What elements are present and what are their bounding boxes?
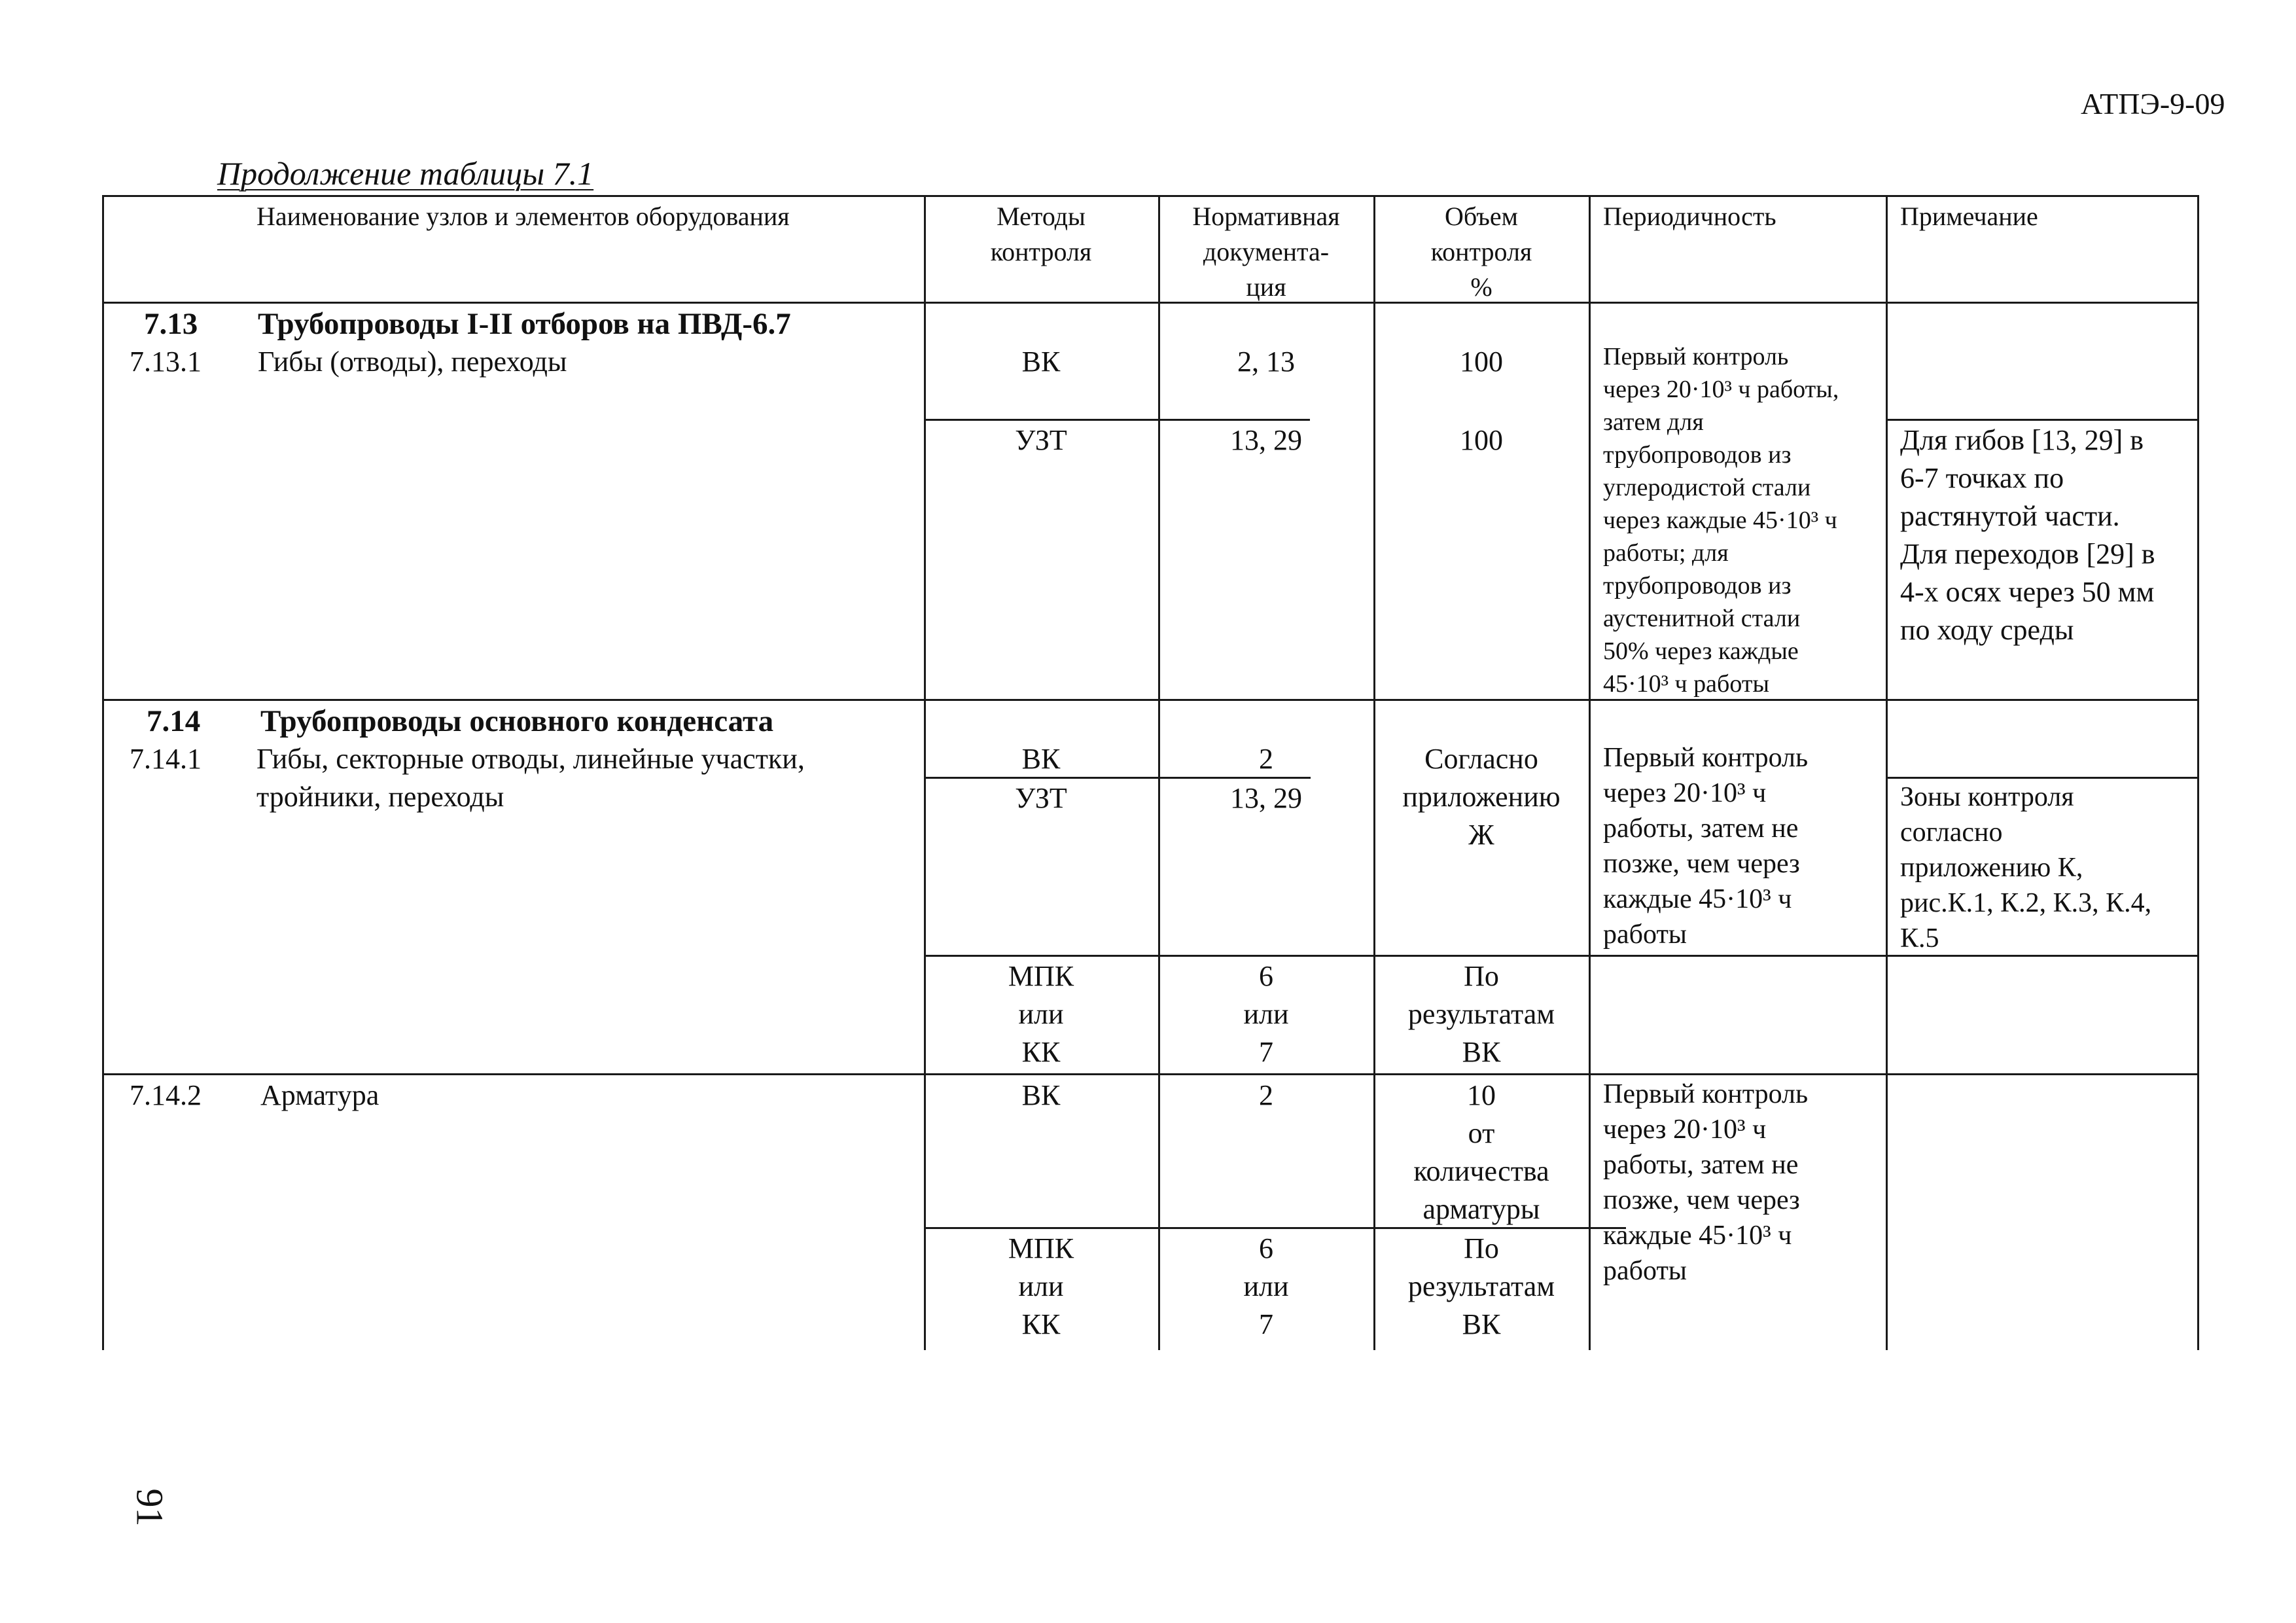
norm-doc-ref: 13, 29 [1230, 424, 1302, 456]
norm-doc-ref: 2 [1259, 743, 1273, 775]
inspection-table [102, 195, 2199, 1350]
periodicity-text: Первый контроль через 20·10³ ч работы, затем не позже, чем через каждые 45·10³ ч работы [1603, 743, 1809, 950]
item-name: Арматура [260, 1079, 380, 1111]
periodicity-text: Первый контроль через 20·10³ ч работы, затем не позже, чем через каждые 45·10³ ч работы [1603, 1079, 1809, 1286]
control-method: ВК [1021, 1079, 1061, 1111]
control-method: МПК или КК [1008, 1232, 1074, 1340]
table-left-border [102, 195, 104, 1350]
header-note: Примечание [1900, 202, 2038, 231]
column-divider [1589, 195, 1591, 1350]
column-divider [1158, 195, 1160, 1350]
section-title: Трубопроводы основного конденсата [260, 704, 774, 738]
control-volume: По результатам ВК [1407, 1232, 1555, 1340]
table-continuation-title: Продолжение таблицы 7.1 [217, 155, 594, 192]
table-right-border [2197, 195, 2199, 1350]
row-divider [1886, 419, 2199, 421]
control-method: МПК или КК [1008, 960, 1074, 1068]
section-number: 7.14 [147, 704, 201, 738]
section-title: Трубопроводы I-II отборов на ПВД-6.7 [258, 307, 791, 341]
column-divider [1373, 195, 1375, 1350]
periodicity-text: Первый контроль через 20·10³ ч работы, затем для трубопроводов из углеродистой стали через каждые 45·10³ ч работы; для трубопроводов из аустенитной стали 50% через каждые 45·10³ ч работы [1603, 343, 1839, 698]
norm-doc-ref: 2, 13 [1237, 346, 1295, 378]
table-top-border [102, 195, 2199, 197]
control-volume: 100 [1460, 346, 1503, 378]
control-volume: 10 от количества арматуры [1413, 1079, 1549, 1225]
control-method: УЗТ [1015, 782, 1067, 814]
control-method: ВК [1021, 346, 1061, 378]
control-method: УЗТ [1015, 424, 1067, 456]
norm-doc-ref: 13, 29 [1230, 782, 1302, 814]
section-divider [102, 1073, 2199, 1075]
item-number: 7.13.1 [130, 346, 202, 378]
norm-doc-ref: 6 или 7 [1243, 960, 1289, 1068]
header-volume: Объем контроля % [1430, 202, 1532, 302]
note-text: Зоны контроля согласно приложению К, рис.К.1, К.2, К.3, К.4, К.5 [1900, 782, 2152, 954]
control-volume: По результатам ВК [1407, 960, 1555, 1068]
section-number: 7.13 [144, 307, 198, 341]
item-name: Гибы (отводы), переходы [258, 346, 567, 378]
header-name: Наименование узлов и элементов оборудования [256, 202, 790, 231]
row-divider [924, 955, 1988, 957]
control-volume: 100 [1460, 424, 1503, 456]
item-number: 7.14.1 [130, 743, 202, 775]
norm-doc-ref: 2 [1259, 1079, 1273, 1111]
norm-doc-ref: 6 или 7 [1243, 1232, 1289, 1340]
control-method: ВК [1021, 743, 1061, 775]
column-divider [924, 195, 926, 1350]
note-text: Для гибов [13, 29] в 6-7 точках по растянутой части. Для переходов [29] в 4-х осях через 50 мм по ходу среды [1900, 424, 2155, 646]
page-number: 91 [128, 1488, 171, 1527]
column-divider [1886, 195, 1888, 1350]
header-norm-doc: Нормативная документа- ция [1192, 202, 1340, 302]
section-divider [102, 699, 2199, 701]
header-methods: Методы контроля [990, 202, 1092, 266]
control-volume: Согласно приложению Ж [1402, 743, 1561, 851]
document-code: АТПЭ-9-09 [2081, 87, 2225, 120]
header-bottom-border [102, 302, 2199, 304]
row-divider [1886, 777, 2199, 779]
row-divider [924, 419, 1310, 421]
item-name: Гибы, секторные отводы, линейные участки, тройники, переходы [256, 743, 805, 813]
header-periodicity: Периодичность [1603, 202, 1776, 231]
row-divider [924, 777, 1311, 779]
item-number: 7.14.2 [130, 1079, 202, 1111]
